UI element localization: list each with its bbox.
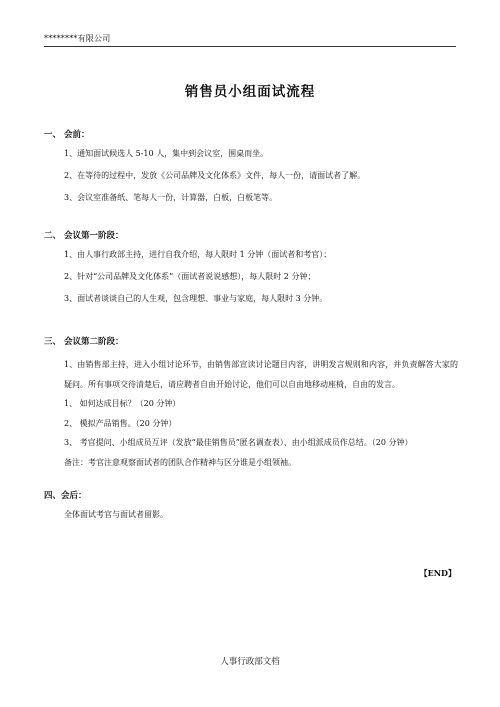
section-heading: 二、 会议第一阶段： [44, 231, 124, 241]
section-stage-two [44, 335, 458, 472]
page-title: 销售员小组面试流程 [184, 84, 316, 100]
document-body [44, 128, 458, 531]
section-heading: 四、会后： [44, 491, 87, 501]
list-item: 2、 模拟产品销售。（20 分钟） [64, 418, 177, 428]
section-post-meeting [44, 489, 458, 520]
paragraph: 1、由销售部主持，进入小组讨论环节，由销售部宣读讨论题目内容，讲明发言规则和内容，并负责解答大家的疑问。所有事项交待清楚后，请应聘者自由开始讨论，他们可以自由地移动座椅，自由的发言。 [64, 360, 458, 389]
list-item: 1、由人事行政部主持，进行自我介绍，每人限时 1 分钟（面试者和考官）； [64, 250, 332, 259]
page-footer: 人事行政部文档 [220, 657, 280, 667]
list-item: 3、会议室准备纸、笔每人一份，计算器，白板，白板笔等。 [64, 193, 278, 202]
list-item: 1、 如何达成目标？（20 分钟） [64, 399, 181, 408]
end-mark: 【END】 [419, 568, 456, 578]
list-item: 全体面试考官与面试者留影。 [64, 510, 168, 519]
company-header: ********有限公司 [44, 33, 456, 47]
section-pre-meeting [44, 128, 458, 203]
list-item: 3、 考官提问、小组成员互评（发放“最佳销售员”匿名调查表）、由小组派成员作总结。（20 分钟） [64, 438, 413, 447]
list-item: 2、在等待的过程中，发放《公司品牌及文化体系》文件，每人一份，请面试者了解。 [64, 171, 366, 180]
list-item: 1、通知面试候选人 5-10 人，集中到会议室，围桌而坐。 [64, 149, 269, 158]
section-heading: 一、 会前： [44, 130, 90, 140]
section-stage-one [44, 229, 458, 304]
note-text: 备注：考官注意观察面试者的团队合作精神与区分谁是小组领袖。 [64, 457, 296, 467]
list-item: 2、针对“公司品牌及文化体系”（面试者说说感想），每人限时 2 分钟； [64, 272, 316, 281]
section-heading: 三、 会议第二阶段： [44, 337, 124, 347]
list-item: 3、面试者谈谈自己的人生观，包含理想、事业与家庭，每人限时 3 分钟。 [64, 294, 328, 303]
